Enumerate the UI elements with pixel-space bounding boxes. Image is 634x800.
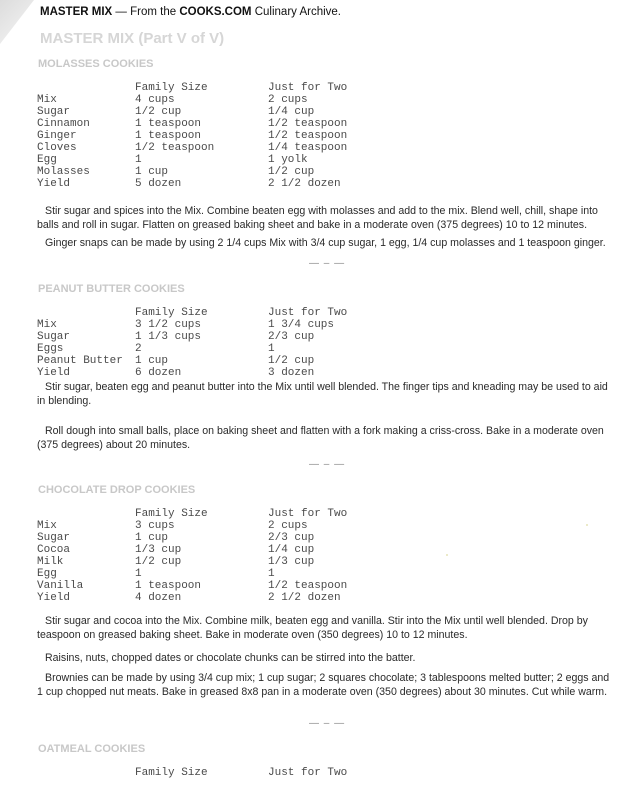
section-title-oatmeal: OATMEAL COOKIES [38, 743, 146, 755]
column-header-family: Family Size [135, 307, 208, 319]
instructions-paragraph: Ginger snaps can be made by using 2 1/4 cups Mix with 3/4 cup sugar, 1 egg, 1/4 cup molasses and 1 teaspoon ginger. [45, 237, 606, 249]
two-amount: 1 3/4 cups [268, 319, 335, 331]
two-amount: 1/2 cup [268, 355, 315, 367]
two-amount: 1/4 cup [268, 106, 315, 118]
ingredient: Yield [37, 367, 71, 379]
family-amount: 1 [135, 154, 142, 166]
ingredient: Mix [37, 94, 57, 106]
two-amount: 2/3 cup [268, 532, 315, 544]
family-amount: 3 1/2 cups [135, 319, 202, 331]
ingredient: Cloves [37, 142, 77, 154]
section-title-chocolate-drop: CHOCOLATE DROP COOKIES [38, 484, 196, 496]
ingredient: Sugar [37, 331, 71, 343]
ingredient: Sugar [37, 532, 71, 544]
family-amount: 1 cup [135, 166, 169, 178]
instructions-paragraph: Stir sugar and cocoa into the Mix. Combine milk, beaten egg and vanilla. Stir into the Mix until well blended. Drop by teaspoon on greased baking sheet. Bake in moderate oven (350 degrees) 10 to 12 minutes. [37, 615, 588, 641]
header-title: MASTER MIX [40, 6, 113, 18]
ingredient: Cinnamon [37, 118, 90, 130]
family-amount: 1/2 cup [135, 106, 182, 118]
column-header-two: Just for Two [268, 82, 348, 94]
two-amount: 1 [268, 568, 275, 580]
ingredient: Yield [37, 178, 71, 190]
two-amount: 1/4 cup [268, 544, 315, 556]
ingredient: Cocoa [37, 544, 71, 556]
family-amount: 1 teaspoon [135, 130, 202, 142]
ingredient: Peanut Butter [37, 355, 123, 367]
family-amount: 1 teaspoon [135, 118, 202, 130]
ingredient: Milk [37, 556, 64, 568]
family-amount: 5 dozen [135, 178, 182, 190]
two-amount: 1/4 teaspoon [268, 142, 348, 154]
family-amount: 1 [135, 568, 142, 580]
page-fold-corner [0, 0, 34, 44]
header-site: COOKS.COM [179, 6, 252, 18]
two-amount: 1/3 cup [268, 556, 315, 568]
ingredient: Yield [37, 592, 71, 604]
ingredient: Mix [37, 319, 57, 331]
scan-speck [586, 524, 588, 526]
family-amount: 1 cup [135, 532, 169, 544]
column-header-family: Family Size [135, 82, 208, 94]
scan-speck [446, 554, 448, 556]
instructions-paragraph: Roll dough into small balls, place on baking sheet and flatten with a fork making a criss-cross. Bake in a moderate oven (375 degrees) about 20 minutes. [37, 425, 604, 451]
section-separator: — – — [309, 258, 346, 269]
ingredient: Ginger [37, 130, 77, 142]
column-header-two: Just for Two [268, 508, 348, 520]
family-amount: 6 dozen [135, 367, 182, 379]
section-separator: — – — [309, 459, 346, 470]
header-middle: — From the [112, 6, 180, 18]
ingredient: Egg [37, 154, 57, 166]
instructions-paragraph: Brownies can be made by using 3/4 cup mix; 1 cup sugar; 2 squares chocolate; 3 tablespoons melted butter; 2 eggs and 1 cup chopped nut meats. Bake in greased 8x8 pan in a moderate oven (350 degrees) about 30 minutes. Cut while warm. [37, 672, 610, 698]
instructions-paragraph: Stir sugar, beaten egg and peanut butter into the Mix until well blended. The finger tips and kneading may be used to aid in blending. [37, 381, 608, 407]
family-amount: 4 dozen [135, 592, 182, 604]
ingredient: Eggs [37, 343, 64, 355]
family-amount: 1/2 teaspoon [135, 142, 215, 154]
two-amount: 1/2 teaspoon [268, 580, 348, 592]
two-amount: 1 yolk [268, 154, 308, 166]
two-amount: 1 [268, 343, 275, 355]
two-amount: 1/2 cup [268, 166, 315, 178]
two-amount: 1/2 teaspoon [268, 118, 348, 130]
document-title: MASTER MIX (Part V of V) [40, 30, 225, 47]
header-suffix: Culinary Archive. [251, 6, 341, 18]
family-amount: 1/2 cup [135, 556, 182, 568]
section-title-peanut-butter: PEANUT BUTTER COOKIES [38, 283, 185, 295]
two-amount: 2/3 cup [268, 331, 315, 343]
ingredient: Sugar [37, 106, 71, 118]
family-amount: 4 cups [135, 94, 175, 106]
section-title-molasses: MOLASSES COOKIES [38, 58, 154, 70]
family-amount: 2 [135, 343, 142, 355]
family-amount: 1 1/3 cups [135, 331, 202, 343]
column-header-family: Family Size [135, 508, 208, 520]
ingredient: Molasses [37, 166, 90, 178]
section-separator: — – — [309, 718, 346, 729]
ingredient: Mix [37, 520, 57, 532]
column-header-two: Just for Two [268, 767, 348, 779]
two-amount: 1/2 teaspoon [268, 130, 348, 142]
column-header-two: Just for Two [268, 307, 348, 319]
ingredient: Egg [37, 568, 57, 580]
two-amount: 2 cups [268, 94, 308, 106]
two-amount: 2 1/2 dozen [268, 592, 341, 604]
two-amount: 2 cups [268, 520, 308, 532]
instructions-paragraph: Stir sugar and spices into the Mix. Combine beaten egg with molasses and add to the mix. Blend well, chill, shape into balls and roll in sugar. Flatten on greased baking sheet and bake in a moderate oven (375 degrees) 10 to 12 minutes. [37, 205, 598, 231]
instructions-paragraph: Raisins, nuts, chopped dates or chocolate chunks can be stirred into the batter. [45, 652, 416, 664]
family-amount: 3 cups [135, 520, 175, 532]
two-amount: 3 dozen [268, 367, 315, 379]
family-amount: 1 teaspoon [135, 580, 202, 592]
ingredient: Vanilla [37, 580, 84, 592]
page-header [40, 6, 341, 18]
family-amount: 1 cup [135, 355, 169, 367]
family-amount: 1/3 cup [135, 544, 182, 556]
two-amount: 2 1/2 dozen [268, 178, 341, 190]
column-header-family: Family Size [135, 767, 208, 779]
